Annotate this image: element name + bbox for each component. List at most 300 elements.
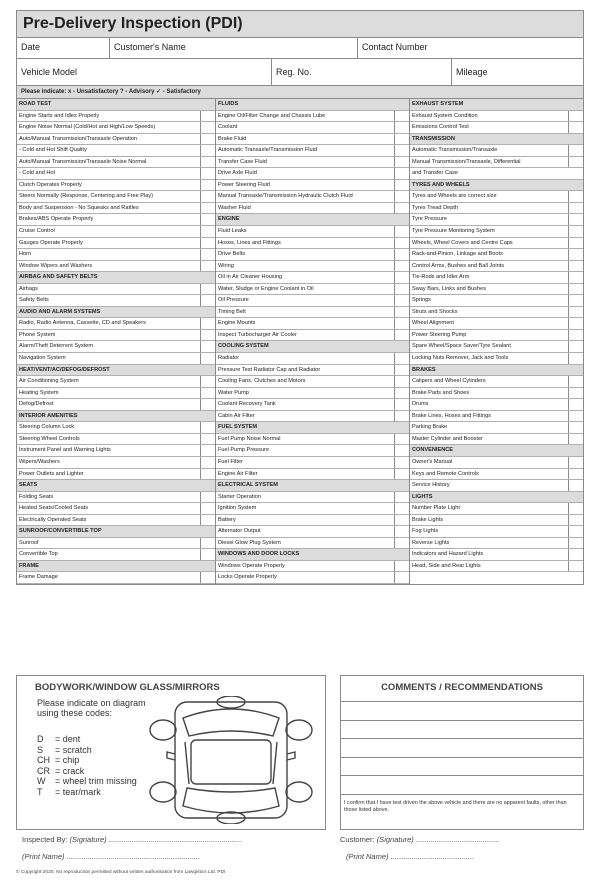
checklist-item	[216, 365, 409, 377]
damage-code-letter: CH	[37, 755, 50, 765]
rating-box[interactable]	[568, 226, 583, 237]
customer-name-field[interactable]: Customer's Name	[109, 38, 357, 58]
rating-box[interactable]	[200, 214, 215, 225]
checklist-item	[17, 134, 215, 146]
checklist-item-label: Head, Side and Rear Lights	[412, 562, 481, 569]
checklist-item	[216, 249, 409, 261]
rating-box[interactable]	[394, 411, 409, 422]
rating-box[interactable]	[394, 261, 409, 272]
rating-box[interactable]	[200, 492, 215, 503]
checklist-item-label: Cruise Control	[19, 228, 55, 235]
checklist-item-label: Diesel Glow Plug System	[218, 539, 281, 546]
rating-box[interactable]	[394, 307, 409, 318]
checklist-item	[216, 134, 409, 146]
rating-box[interactable]	[568, 261, 583, 272]
rating-box[interactable]	[200, 388, 215, 399]
checklist-item-label: Instrument Panel and Warning Lights	[19, 447, 111, 454]
rating-box	[395, 99, 409, 110]
checklist-item-label: Engine Noise Normal (Cold/Hot and High/Low Speeds)	[19, 124, 156, 131]
rating-box[interactable]	[200, 284, 215, 295]
rating-box[interactable]	[568, 422, 583, 433]
checklist-item	[410, 422, 583, 434]
checklist-item-label: Safety Belts	[19, 297, 49, 304]
bodywork-panel	[16, 675, 326, 830]
rating-box[interactable]	[568, 122, 583, 133]
checklist-item-label: Battery	[218, 516, 236, 523]
rating-box[interactable]	[200, 157, 215, 168]
car-diagram[interactable]	[145, 696, 317, 824]
rating-box[interactable]	[200, 203, 215, 214]
rating-box	[395, 422, 409, 433]
checklist-item-label: Power Outlets and Lighter	[19, 470, 84, 477]
checklist-item-label: Tyres Tread Depth	[412, 204, 459, 211]
rating-box[interactable]	[568, 515, 583, 526]
checklist-item	[410, 272, 583, 284]
rating-box[interactable]	[568, 353, 583, 364]
reg-no-field[interactable]: Reg. No.	[271, 59, 451, 85]
checklist-item	[410, 411, 583, 423]
checklist-item	[216, 503, 409, 515]
rating-box[interactable]	[200, 503, 215, 514]
mileage-field[interactable]: Mileage	[451, 59, 583, 85]
rating-box[interactable]	[394, 445, 409, 456]
checklist-item-label: Timing Belt	[218, 308, 246, 315]
checklist-item	[410, 122, 583, 134]
damage-code-meaning: = wheel trim missing	[55, 776, 137, 786]
rating-box[interactable]	[394, 561, 409, 572]
rating-box[interactable]	[568, 191, 583, 202]
rating-box[interactable]	[394, 388, 409, 399]
checklist-item	[216, 122, 409, 134]
rating-box[interactable]	[394, 434, 409, 445]
checklist-item-label: Steering Wheel Controls	[19, 435, 80, 442]
section-header-label: TYRES AND WHEELS	[412, 181, 470, 188]
rating-box[interactable]	[200, 249, 215, 260]
rating-box[interactable]	[394, 249, 409, 260]
checklist-item	[410, 388, 583, 400]
checklist-item-label: Wheels, Wheel Covers and Centre Caps	[412, 239, 513, 246]
rating-box[interactable]	[394, 469, 409, 480]
checklist-item	[17, 111, 215, 123]
checklist-item-label: Alarm/Theft Deterrent System	[19, 343, 93, 350]
checklist-item-label: Fuel Pump Noise Normal	[218, 435, 281, 442]
section-header-label: TRANSMISSION	[412, 135, 455, 142]
damage-codes	[37, 734, 137, 797]
rating-box[interactable]	[200, 318, 215, 329]
checklist-item-label: Locking Nuts Remover, Jack and Tools	[412, 355, 509, 362]
checklist-item-label: Steers Normally (Response, Centering and Free Play)	[19, 193, 153, 200]
rating-box[interactable]	[200, 111, 215, 122]
rating-box[interactable]	[200, 180, 215, 191]
rating-box[interactable]	[568, 157, 583, 168]
rating-box[interactable]	[394, 492, 409, 503]
checklist-item	[216, 445, 409, 457]
checklist-item	[17, 341, 215, 353]
checklist-item-label: Starter Operation	[218, 493, 261, 500]
checklist-item-label: Manual Transaxle/Transmission Hydraulic Clutch Fluid	[218, 193, 353, 200]
rating-box[interactable]	[568, 457, 583, 468]
rating-box[interactable]	[394, 572, 409, 583]
damage-code	[37, 734, 137, 745]
checklist-item-label: Keys and Remote Controls	[412, 470, 479, 477]
section-header-label: HEAT/VENT/AC/DEFOG/DEFROST	[19, 366, 110, 373]
checklist-item-label: Fuel Filter	[218, 458, 243, 465]
rating-box	[201, 526, 215, 537]
checklist-item	[216, 272, 409, 284]
checklist-item-label: Heated Seats/Cooled Seats	[19, 505, 89, 512]
rating-box[interactable]	[200, 376, 215, 387]
checklist-item-label: Body and Suspension - No Squeaks and Rattles	[19, 204, 139, 211]
rating-box[interactable]	[568, 411, 583, 422]
rating-box[interactable]	[200, 422, 215, 433]
rating-box[interactable]	[568, 469, 583, 480]
comments-lines[interactable]	[341, 701, 583, 812]
inspector-print-name[interactable]: (Print Name) ................................................................	[22, 852, 200, 861]
rating-box[interactable]	[568, 238, 583, 249]
checklist-item-label: Emissions Control Test	[412, 124, 469, 131]
checklist-item	[410, 457, 583, 469]
rating-box	[201, 99, 215, 110]
checklist-item-label: Master Cylinder and Booster	[412, 435, 483, 442]
rating-box[interactable]	[200, 226, 215, 237]
checklist-item	[410, 238, 583, 250]
checklist-item	[410, 284, 583, 296]
rating-box[interactable]	[394, 191, 409, 202]
rating-box[interactable]	[394, 318, 409, 329]
checklist-item-label: Water, Sludge or Engine Coolant in Oil	[218, 285, 314, 292]
checklist-item	[216, 353, 409, 365]
rating-box[interactable]	[200, 515, 215, 526]
rating-box[interactable]	[394, 226, 409, 237]
section-header	[17, 411, 215, 423]
section-header-label: FRAME	[19, 562, 39, 569]
rating-box[interactable]	[394, 284, 409, 295]
section-header	[17, 307, 215, 319]
rating-box[interactable]	[200, 145, 215, 156]
rating-box[interactable]	[394, 399, 409, 410]
rating-box[interactable]	[394, 365, 409, 376]
checklist-item	[410, 157, 583, 169]
rating-box[interactable]	[394, 515, 409, 526]
rating-box[interactable]	[568, 307, 583, 318]
section-header	[410, 492, 583, 504]
rating-box	[569, 134, 583, 145]
rating-box[interactable]	[394, 134, 409, 145]
rating-box[interactable]	[394, 180, 409, 191]
section-header-label: LIGHTS	[412, 493, 433, 500]
checklist-item	[216, 399, 409, 411]
checklist-item	[17, 388, 215, 400]
damage-code-meaning: = scratch	[55, 744, 92, 755]
checklist-item	[17, 376, 215, 388]
rating-box[interactable]	[568, 561, 583, 572]
bodywork-instruction: Please indicate on diagram using these codes:	[37, 698, 146, 718]
checklist-item	[410, 515, 583, 527]
rating-box[interactable]	[394, 330, 409, 341]
section-header	[410, 365, 583, 377]
page-title: Pre-Delivery Inspection (PDI)	[17, 11, 583, 38]
damage-code	[37, 755, 137, 766]
checklist-item-label: Sunroof	[19, 539, 39, 546]
checklist-item-label: and Transfer Case	[412, 170, 459, 177]
section-header	[216, 341, 409, 353]
checklist-item-label: Owner's Manual	[412, 458, 453, 465]
checklist-item	[216, 411, 409, 423]
rating-box[interactable]	[200, 341, 215, 352]
rating-box[interactable]	[568, 526, 583, 537]
section-header-label: ROAD TEST	[19, 101, 52, 107]
checklist-item-label: Wiring	[218, 262, 234, 269]
checklist-item	[17, 492, 215, 504]
checklist-item-label: Sway Bars, Links and Bushes	[412, 285, 486, 292]
rating-legend: Please indicate: x - Unsatisfactory ? - Advisory ✓ - Satisfactory	[17, 86, 583, 99]
rating-box[interactable]	[200, 469, 215, 480]
rating-box	[569, 445, 583, 456]
rating-box[interactable]	[568, 145, 583, 156]
rating-box[interactable]	[568, 330, 583, 341]
checklist-item-label: Electrically Operated Seats	[19, 516, 87, 523]
section-header	[17, 480, 215, 492]
section-header	[17, 561, 215, 573]
checklist-item-label: - Cold and Hot Shift Quality	[19, 147, 87, 154]
checklist-item-label: Oil Pressure	[218, 297, 249, 304]
rating-box[interactable]	[568, 111, 583, 122]
rating-box[interactable]	[200, 549, 215, 560]
checklist-item-label: Engine Starts and Idles Properly	[19, 112, 100, 119]
rating-box[interactable]	[568, 203, 583, 214]
checklist-item	[216, 469, 409, 481]
checklist-item	[216, 238, 409, 250]
rating-box[interactable]	[200, 399, 215, 410]
checklist-item	[17, 330, 215, 342]
section-header-label: BRAKES	[412, 366, 436, 373]
checklist-item	[410, 341, 583, 353]
checklist-item	[410, 480, 583, 492]
pdi-form	[16, 10, 584, 585]
rating-box	[569, 365, 583, 376]
checklist-item-label: Cooling Fans, Clutches and Motors	[218, 378, 306, 385]
rating-box[interactable]	[394, 203, 409, 214]
checklist-item-label: Tie-Rods and Idler Arm	[412, 274, 470, 281]
checklist-item-label: Power Steering Fluid	[218, 181, 270, 188]
rating-box[interactable]	[568, 376, 583, 387]
rating-box[interactable]	[200, 134, 215, 145]
checklist-item-label: Number Plate Light	[412, 505, 460, 512]
checklist-item-label: Rack-and-Pinion, Linkage and Boots	[412, 251, 503, 258]
checklist-item-label: Struts and Shocks	[412, 308, 458, 315]
checklist-item	[410, 295, 583, 307]
checklist-item-label: Steering Column Lock	[19, 424, 75, 431]
rating-box[interactable]	[568, 480, 583, 491]
checklist-item	[216, 388, 409, 400]
rating-box[interactable]	[568, 284, 583, 295]
checklist-item	[17, 238, 215, 250]
rating-box[interactable]	[200, 445, 215, 456]
checklist-item-label: Control Arms, Bushes and Ball Joints	[412, 262, 505, 269]
rating-box[interactable]	[200, 122, 215, 133]
checklist-item-label: Spare Wheel/Space Saver/Tyre Sealant	[412, 343, 511, 350]
checklist-item	[17, 445, 215, 457]
checklist-item	[216, 572, 409, 584]
rating-box[interactable]	[394, 168, 409, 179]
vehicle-model-field[interactable]: Vehicle Model	[21, 67, 78, 77]
section-header-label: CONVENIENCE	[412, 447, 454, 454]
checklist-item	[17, 145, 215, 157]
rating-box[interactable]	[200, 572, 215, 583]
rating-box[interactable]	[568, 318, 583, 329]
rating-box[interactable]	[200, 434, 215, 445]
section-header-label: SUNROOF/CONVERTIBLE TOP	[19, 528, 102, 535]
checklist-item	[410, 353, 583, 365]
damage-code	[37, 766, 137, 777]
checklist-item-label: Brakes/ABS Operate Properly	[19, 216, 94, 223]
rating-box[interactable]	[394, 457, 409, 468]
checklist-item	[216, 526, 409, 538]
rating-box[interactable]	[200, 457, 215, 468]
damage-code-letter: CR	[37, 765, 50, 776]
checklist-column-2	[215, 99, 409, 584]
rating-box[interactable]	[200, 330, 215, 341]
checklist-item	[216, 307, 409, 319]
checklist-item	[410, 503, 583, 515]
checklist-item	[410, 434, 583, 446]
rating-box[interactable]	[394, 538, 409, 549]
checklist-item	[17, 157, 215, 169]
checklist-item-label: Tyres and Wheels are correct size	[412, 193, 497, 200]
rating-box[interactable]	[200, 191, 215, 202]
checklist-item	[216, 226, 409, 238]
checklist-item	[410, 191, 583, 203]
checklist-item	[216, 515, 409, 527]
checklist-item-label: Convertible Top	[19, 551, 58, 558]
rating-box[interactable]	[394, 503, 409, 514]
checklist-item-label: Fog Lights	[412, 528, 439, 535]
checklist-item	[216, 492, 409, 504]
rating-box[interactable]	[394, 272, 409, 283]
damage-code	[37, 787, 137, 798]
rating-box[interactable]	[394, 122, 409, 133]
rating-box[interactable]	[200, 295, 215, 306]
contact-number-field[interactable]: Contact Number	[357, 38, 583, 58]
bodywork-title: BODYWORK/WINDOW GLASS/MIRRORS	[35, 682, 220, 693]
checklist-item	[17, 214, 215, 226]
checklist-item-label: Clutch Operates Properly	[19, 181, 82, 188]
checklist-item	[17, 284, 215, 296]
rating-box[interactable]	[568, 503, 583, 514]
rating-box[interactable]	[568, 399, 583, 410]
checklist-item-label: Automatic Transmission/Transaxle	[412, 147, 498, 154]
checklist-item-label: Phone System	[19, 331, 56, 338]
checklist-column-3	[409, 99, 583, 584]
checklist-item-label: Radiator	[218, 355, 240, 362]
rating-box[interactable]	[568, 388, 583, 399]
checklist-item-label: Brake Pads and Shoes	[412, 389, 470, 396]
checklist-item-label: Transfer Case Fluid	[218, 158, 267, 165]
checklist-item-label: Fuel Pump Pressure	[218, 447, 269, 454]
rating-box[interactable]	[568, 214, 583, 225]
checklist-item	[17, 318, 215, 330]
section-header	[216, 214, 409, 226]
section-header	[410, 180, 583, 192]
damage-code-letter: S	[37, 744, 44, 755]
customer-print-name[interactable]: (Print Name) ........................................	[346, 852, 474, 861]
checklist-item-label: Airbags	[19, 285, 38, 292]
rating-box[interactable]	[200, 238, 215, 249]
rating-box[interactable]	[394, 526, 409, 537]
section-header-label: EXHAUST SYSTEM	[412, 101, 464, 107]
checklist-item	[17, 399, 215, 411]
section-header	[17, 365, 215, 377]
checklist-item	[17, 469, 215, 481]
checklist-item-label: Hoses, Lines and Fittings	[218, 239, 281, 246]
section-header-label: INTERIOR AMENITIES	[19, 412, 78, 419]
checklist-item	[410, 376, 583, 388]
rating-box[interactable]	[200, 168, 215, 179]
checklist-item	[216, 203, 409, 215]
rating-box[interactable]	[200, 353, 215, 364]
rating-box[interactable]	[394, 295, 409, 306]
rating-box[interactable]	[568, 538, 583, 549]
rating-box[interactable]	[394, 157, 409, 168]
section-header	[17, 99, 215, 111]
checklist-item	[17, 457, 215, 469]
checklist-item	[17, 515, 215, 527]
checklist-item	[17, 226, 215, 238]
checklist-item	[410, 399, 583, 411]
rating-box	[569, 492, 583, 503]
checklist-item	[410, 526, 583, 538]
checklist-item-label: Navigation System	[19, 355, 66, 362]
damage-code	[37, 745, 137, 756]
rating-box[interactable]	[394, 145, 409, 156]
comments-panel	[340, 675, 584, 830]
customer-signature[interactable]: Customer: (Signature) ........................................	[340, 835, 500, 844]
checklist-item	[410, 111, 583, 123]
header-row-1	[17, 38, 583, 59]
checklist-item	[17, 572, 215, 584]
section-header	[216, 549, 409, 561]
rating-box[interactable]	[394, 111, 409, 122]
rating-box[interactable]	[568, 295, 583, 306]
rating-box[interactable]	[568, 549, 583, 560]
rating-box[interactable]	[394, 376, 409, 387]
section-header-label: ENGINE	[218, 216, 240, 223]
rating-box[interactable]	[568, 272, 583, 283]
rating-box[interactable]	[568, 434, 583, 445]
rating-box[interactable]	[568, 341, 583, 352]
rating-box[interactable]	[568, 249, 583, 260]
rating-box[interactable]	[394, 238, 409, 249]
checklist-item	[216, 261, 409, 273]
checklist-item	[17, 191, 215, 203]
section-header	[216, 422, 409, 434]
section-header-label: SEATS	[19, 482, 38, 489]
rating-box[interactable]	[200, 538, 215, 549]
rating-box[interactable]	[200, 261, 215, 272]
checklist-item-label: Folding Seats	[19, 493, 54, 500]
rating-box	[201, 411, 215, 422]
date-field[interactable]: Date	[21, 42, 41, 52]
checklist-item	[410, 318, 583, 330]
inspector-signature[interactable]: Inspected By: (Signature) ................................................................	[22, 835, 243, 844]
rating-box[interactable]	[394, 353, 409, 364]
checklist-item-label: Brake Fluid	[218, 135, 247, 142]
checklist-item-label: Reverse Lights	[412, 539, 450, 546]
section-header-label: FLUIDS	[218, 101, 239, 107]
checklist-item-label: Washer Fluid	[218, 204, 251, 211]
rating-box	[569, 99, 583, 110]
header-row-2	[17, 59, 583, 86]
